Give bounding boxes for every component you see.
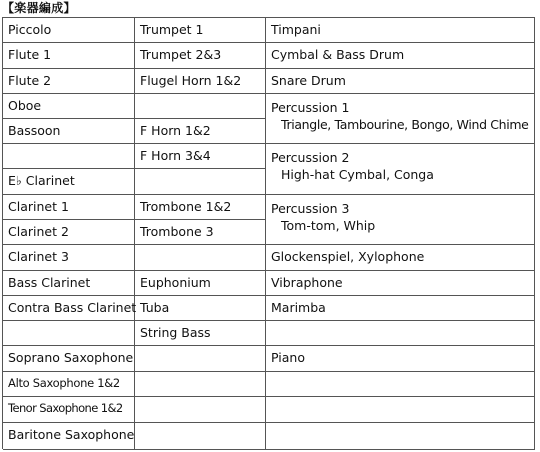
table-cell: Trombone 1&2	[135, 195, 266, 220]
table-cell	[266, 372, 535, 397]
table-cell: Cymbal & Bass Drum	[266, 43, 535, 69]
table-cell: Flugel Horn 1&2	[135, 69, 266, 94]
table-cell	[3, 144, 135, 169]
table-cell: Snare Drum	[266, 69, 535, 94]
table-cell: Alto Saxophone 1&2	[3, 372, 135, 397]
table-cell: Trombone 3	[135, 220, 266, 245]
table-cell: Timpani	[266, 18, 535, 43]
table-cell: Tuba	[135, 296, 266, 321]
table-cell	[266, 397, 535, 423]
table-cell: Percussion 3 Tom-tom, Whip	[266, 195, 535, 245]
table-cell: Clarinet 1	[3, 195, 135, 220]
table-cell: Bass Clarinet	[3, 271, 135, 296]
table-cell: Trumpet 2&3	[135, 43, 266, 69]
table-cell: Bassoon	[3, 119, 135, 144]
table-cell: E♭ Clarinet	[3, 169, 135, 195]
table-cell: Tenor Saxophone 1&2	[3, 397, 135, 423]
table-cell: Flute 2	[3, 69, 135, 94]
table-cell	[3, 321, 135, 346]
table-cell: Marimba	[266, 296, 535, 321]
table-cell: Piano	[266, 346, 535, 372]
instrumentation-table	[2, 17, 535, 449]
table-cell: String Bass	[135, 321, 266, 346]
table-cell: Clarinet 2	[3, 220, 135, 245]
table-cell: F Horn 1&2	[135, 119, 266, 144]
page-title: 【楽器編成】	[2, 1, 76, 15]
table-cell: Piccolo	[3, 18, 135, 43]
table-cell	[135, 423, 266, 450]
table-cell: Percussion 1 Triangle, Tambourine, Bongo, Wind Chime	[266, 94, 535, 144]
table-cell	[135, 245, 266, 271]
table-cell	[135, 397, 266, 423]
table-cell	[135, 346, 266, 372]
table-cell: Percussion 2 High-hat Cymbal, Conga	[266, 144, 535, 195]
table-cell	[266, 423, 535, 450]
table-cell: Flute 1	[3, 43, 135, 69]
table-cell: Vibraphone	[266, 271, 535, 296]
table-cell	[135, 94, 266, 119]
table-cell: Soprano Saxophone	[3, 346, 135, 372]
table-cell: Trumpet 1	[135, 18, 266, 43]
table-cell: Contra Bass Clarinet	[3, 296, 135, 321]
table-cell: Euphonium	[135, 271, 266, 296]
table-cell: Baritone Saxophone	[3, 423, 135, 450]
table-cell	[266, 321, 535, 346]
table-cell: F Horn 3&4	[135, 144, 266, 169]
table-cell: Glockenspiel, Xylophone	[266, 245, 535, 271]
table-cell: Clarinet 3	[3, 245, 135, 271]
table-cell: Oboe	[3, 94, 135, 119]
table-cell	[135, 169, 266, 195]
table-cell	[135, 372, 266, 397]
